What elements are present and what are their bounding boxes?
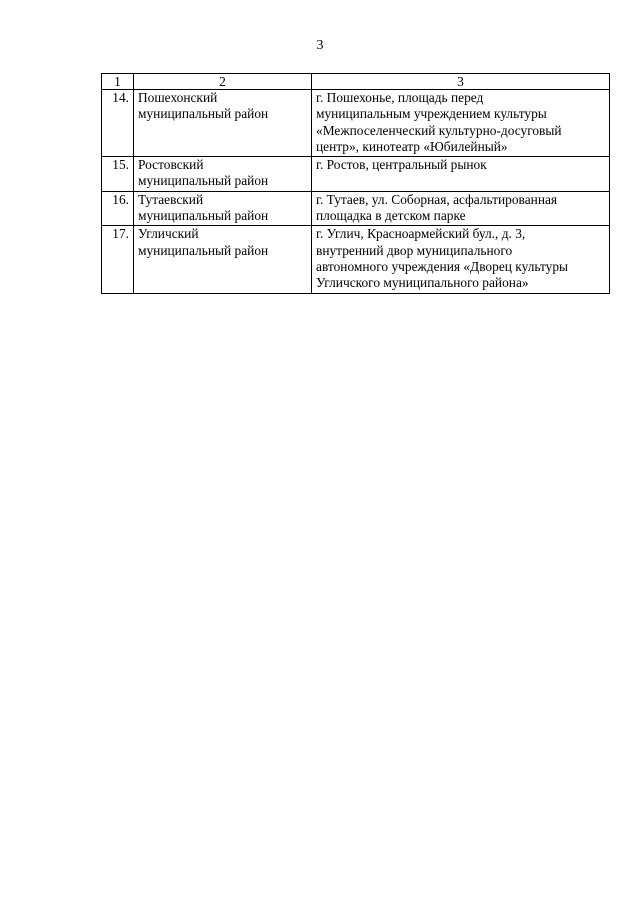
column-header-district: 2 [134,74,312,90]
district-cell [134,191,312,226]
column-header-number: 1 [102,74,134,90]
row-number: 15. [102,157,134,192]
location-line: г. Тутаев, ул. Соборная, асфальтированная [316,191,558,207]
page-number: 3 [316,38,324,53]
district-line: Угличский [138,226,199,242]
location-line: центр», кинотеатр «Юбилейный» [316,138,508,154]
location-line: г. Ростов, центральный рынок [316,157,487,173]
location-line: Угличского муниципального района» [316,275,529,291]
location-cell [312,226,610,293]
location-line: автономного учреждения «Дворец культуры [316,258,569,274]
district-line: муниципальный район [138,106,269,122]
district-cell [134,226,312,293]
location-line: г. Пошехонье, площадь перед [316,90,484,105]
district-line: муниципальный район [138,242,269,258]
locations-table [101,73,610,294]
district-line: Ростовский [138,157,204,173]
column-header-location: 3 [312,74,610,90]
location-line: внутренний двор муниципального [316,242,513,258]
district-line: муниципальный район [138,173,269,189]
district-line: Тутаевский [138,191,204,207]
location-line: муниципальным учреждением культуры [316,106,547,122]
table-row [102,90,610,157]
table-row [102,157,610,192]
row-number: 14. [102,90,134,157]
district-line: муниципальный район [138,208,269,224]
location-cell [312,157,610,192]
table-row [102,226,610,293]
table-row [102,191,610,226]
district-line: Пошехонский [138,90,218,105]
district-cell [134,157,312,192]
location-line: «Межпоселенческий культурно-досуговый [316,122,562,138]
district-cell [134,90,312,157]
location-cell [312,191,610,226]
table-header-row [102,74,610,90]
location-cell [312,90,610,157]
row-number: 16. [102,191,134,226]
location-line: площадка в детском парке [316,208,466,224]
row-number: 17. [102,226,134,293]
location-line: г. Углич, Красноармейский бул., д. 3, [316,226,526,242]
